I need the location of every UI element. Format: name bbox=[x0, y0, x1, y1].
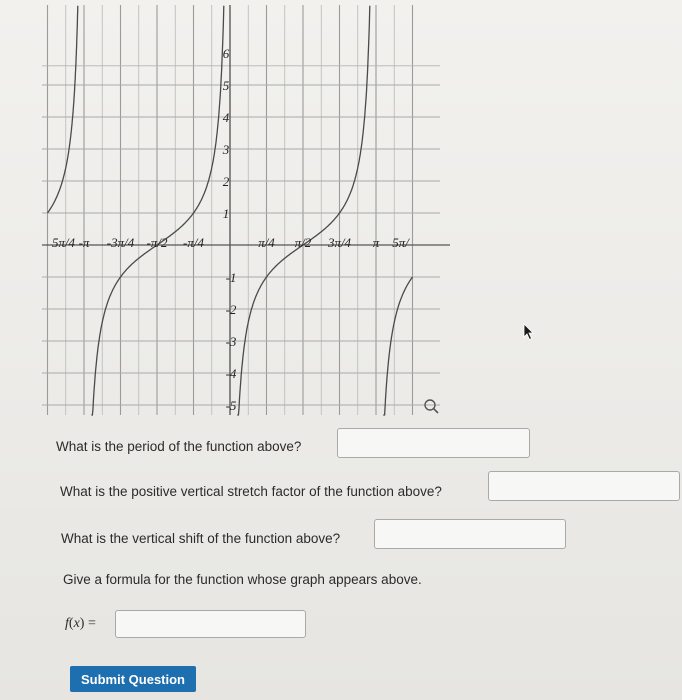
y-tick-label: 1 bbox=[222, 206, 230, 221]
x-tick-label: 5π/4 bbox=[51, 235, 76, 250]
x-tick-label: π/4 bbox=[258, 235, 275, 250]
curve-branch-1 bbox=[48, 6, 78, 213]
y-tick-label: -5 bbox=[225, 398, 237, 413]
function-label: f(x) = bbox=[65, 616, 96, 631]
formula-input[interactable] bbox=[115, 610, 306, 638]
graph-grid bbox=[42, 5, 440, 420]
period-input[interactable] bbox=[337, 428, 530, 458]
x-tick-label: -π bbox=[78, 235, 90, 250]
function-f: f bbox=[65, 616, 69, 631]
x-tick-label: π bbox=[372, 235, 380, 250]
x-tick-label: -π/2 bbox=[146, 235, 168, 250]
shift-question: What is the vertical shift of the function above? bbox=[61, 531, 341, 546]
mouse-cursor-icon bbox=[522, 323, 536, 341]
x-tick-labels bbox=[52, 235, 410, 250]
y-tick-labels bbox=[222, 46, 237, 420]
x-tick-label: -π/4 bbox=[183, 235, 204, 250]
x-tick-label: -3π/4 bbox=[106, 235, 135, 250]
x-tick-label: 3π/4 bbox=[327, 235, 352, 250]
y-tick-label: -1 bbox=[225, 270, 237, 285]
curve-branch-4 bbox=[383, 277, 412, 415]
function-equals: ) = bbox=[79, 616, 96, 631]
y-tick-label: 6 bbox=[222, 46, 230, 61]
formula-question: Give a formula for the function whose graph appears above. bbox=[63, 572, 422, 587]
x-tick-label: 5π/ bbox=[392, 235, 409, 250]
y-tick-label: -4 bbox=[225, 366, 237, 381]
stretch-question: What is the positive vertical stretch factor of the function above? bbox=[60, 484, 442, 499]
x-tick-label: π/2 bbox=[294, 235, 312, 250]
period-question: What is the period of the function above? bbox=[56, 439, 302, 454]
magnifier-icon[interactable] bbox=[425, 400, 438, 413]
submit-question-button[interactable]: Submit Question bbox=[70, 666, 196, 692]
y-tick-label: 3 bbox=[222, 142, 230, 157]
stretch-input[interactable] bbox=[488, 471, 680, 501]
shift-input[interactable] bbox=[374, 519, 566, 549]
function-x: x bbox=[73, 616, 80, 631]
y-tick-label: 2 bbox=[222, 174, 230, 189]
y-tick-label: 5 bbox=[222, 78, 230, 93]
y-tick-label: -3 bbox=[225, 334, 237, 349]
y-tick-label: 4 bbox=[222, 110, 230, 125]
y-tick-label: -2 bbox=[225, 302, 237, 317]
